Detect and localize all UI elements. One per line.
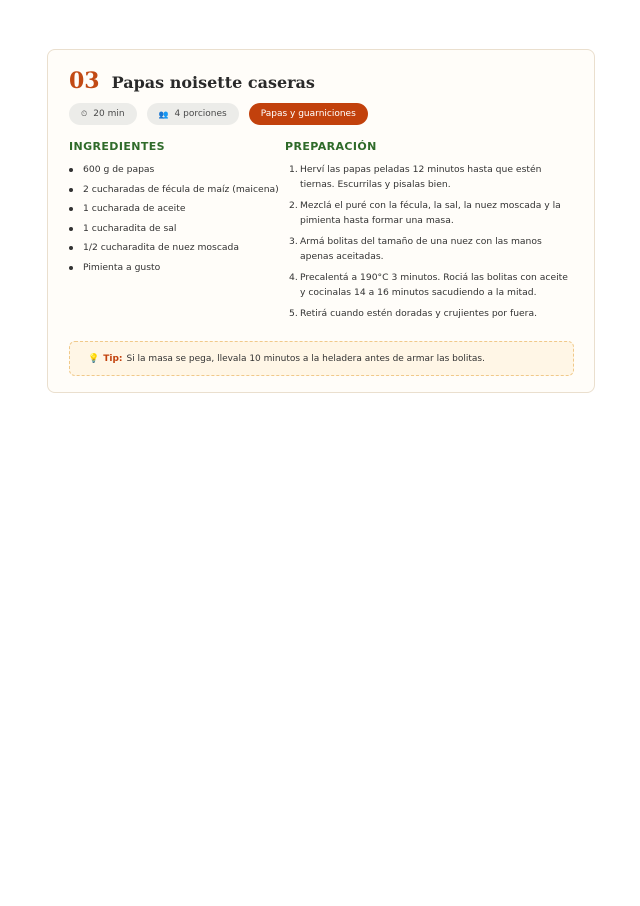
step-number: 4. xyxy=(289,272,298,283)
ingredient-item: Pimienta a gusto xyxy=(69,260,285,275)
recipe-header xyxy=(69,68,574,102)
step-item xyxy=(285,234,574,264)
ingredients-heading: INGREDIENTES xyxy=(69,140,165,153)
tip-label: Tip: xyxy=(103,353,123,364)
step-number: 5. xyxy=(289,308,298,319)
step-number: 1. xyxy=(289,164,298,175)
ingredient-item: 1/2 cucharadita de nuez moscada xyxy=(69,240,285,255)
step-item xyxy=(285,162,574,192)
step-item xyxy=(285,270,574,300)
ingredient-item: 1 cucharadita de sal xyxy=(69,221,285,236)
time-chip xyxy=(69,103,137,125)
step-number: 2. xyxy=(289,200,298,211)
tip-box xyxy=(69,341,574,376)
category-chip[interactable]: Papas y guarniciones xyxy=(249,103,368,125)
ingredients-list xyxy=(69,162,285,275)
step-text: Retirá cuando estén doradas y crujientes por fuera. xyxy=(300,308,538,319)
step-number: 3. xyxy=(289,236,298,247)
ingredient-item: 1 cucharada de aceite xyxy=(69,201,285,216)
preparation-heading: PREPARACIÓN xyxy=(285,140,377,153)
recipe-card xyxy=(47,49,595,393)
step-item xyxy=(285,198,574,228)
servings-value: 4 porciones xyxy=(174,109,227,119)
recipe-title: Papas noisette caseras xyxy=(111,73,315,92)
ingredient-item: 2 cucharadas de fécula de maíz (maicena) xyxy=(69,182,285,197)
recipe-number: 03 xyxy=(69,68,100,94)
people-icon: 👥 xyxy=(158,109,169,119)
time-value: 20 min xyxy=(93,109,125,119)
recipe-body xyxy=(69,140,574,327)
recipe-meta-chips xyxy=(69,102,574,126)
tip-text: Si la masa se pega, llevala 10 minutos a la heladera antes de armar las bolitas. xyxy=(126,353,485,364)
ingredient-item: 600 g de papas xyxy=(69,162,285,177)
preparation-steps xyxy=(285,162,574,321)
step-text: Herví las papas peladas 12 minutos hasta que estén tiernas. Escurrilas y pisalas bien. xyxy=(300,164,542,190)
timer-icon: ⏲ xyxy=(81,109,88,118)
lightbulb-icon: 💡 xyxy=(88,353,100,364)
step-text: Precalentá a 190°C 3 minutos. Rociá las bolitas con aceite y cocinalas 14 a 16 minutos sacudiendo a la mitad. xyxy=(300,272,568,298)
preparation-section xyxy=(285,140,574,327)
servings-chip xyxy=(147,103,239,125)
ingredients-section xyxy=(69,140,285,327)
step-text: Mezclá el puré con la fécula, la sal, la nuez moscada y la pimienta hasta formar una masa. xyxy=(300,200,561,226)
step-item xyxy=(285,306,574,321)
step-text: Armá bolitas del tamaño de una nuez con las manos apenas aceitadas. xyxy=(300,236,542,262)
